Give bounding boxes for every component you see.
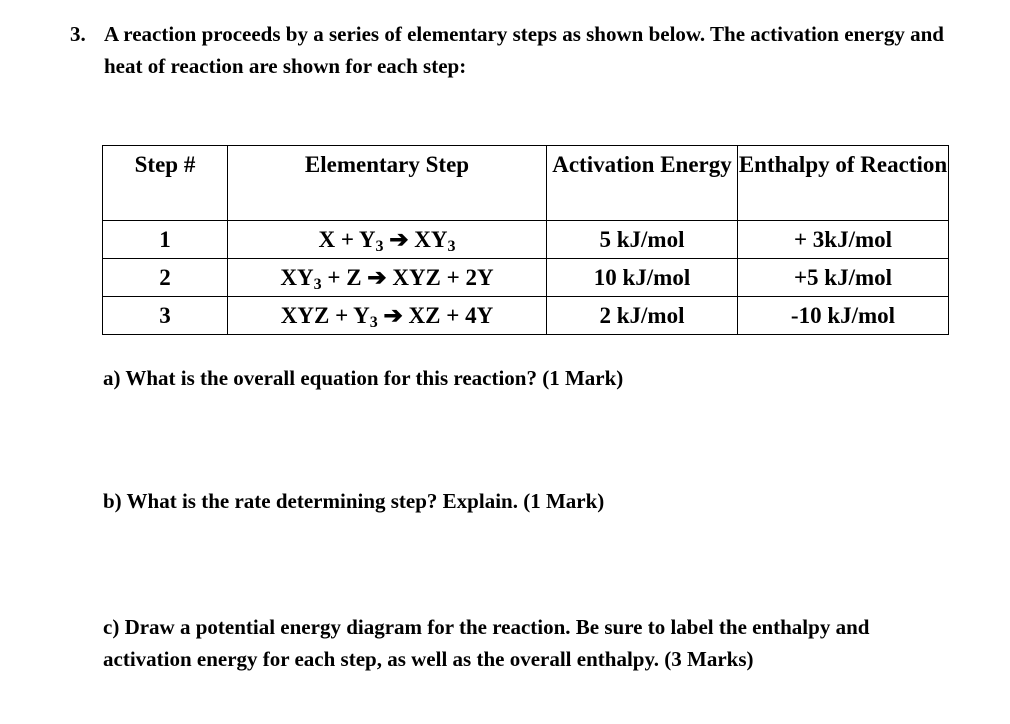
table-row: [103, 297, 949, 335]
part-c-question: c) Draw a potential energy diagram for the reaction. Be sure to label the enthalpy and activation energy for each step, as well as the overall enthalpy. (3 Marks): [103, 615, 870, 671]
elementary-steps-table: [102, 145, 949, 335]
table-header-row: [103, 146, 949, 221]
part-a-question: a) What is the overall equation for this reaction? (1 Mark): [103, 366, 624, 390]
question-text: A reaction proceeds by a series of elementary steps as shown below. The activation energy and heat of reaction are shown for each step:: [104, 22, 944, 78]
elementary-step-equation: XYZ + $Y_3$ ➔ XZ + 4Y: [228, 297, 547, 335]
enthalpy-of-reaction: -10 kJ/mol: [738, 297, 949, 335]
enthalpy-of-reaction: +5 kJ/mol: [738, 259, 949, 297]
table-row: [103, 259, 949, 297]
part-b-question: b) What is the rate determining step? Explain. (1 Mark): [103, 489, 605, 513]
table-row: [103, 221, 949, 259]
enthalpy-of-reaction: + 3kJ/mol: [738, 221, 949, 259]
activation-energy: 5 kJ/mol: [547, 221, 738, 259]
header-enthalpy: Enthalpy of Reaction: [738, 146, 949, 221]
step-number: 1: [103, 221, 228, 259]
step-number: 2: [103, 259, 228, 297]
activation-energy: 2 kJ/mol: [547, 297, 738, 335]
elementary-step-equation: $X + Y_3$ ➔ $XY_3$: [228, 221, 547, 259]
question-number: 3.: [70, 22, 86, 46]
header-activation-energy: Activation Energy: [547, 146, 738, 221]
step-number: 3: [103, 297, 228, 335]
header-elementary-step: Elementary Step: [228, 146, 547, 221]
elementary-step-equation: $XY_3 + Z$ ➔ XYZ + 2Y: [228, 259, 547, 297]
header-step: Step #: [103, 146, 228, 221]
activation-energy: 10 kJ/mol: [547, 259, 738, 297]
